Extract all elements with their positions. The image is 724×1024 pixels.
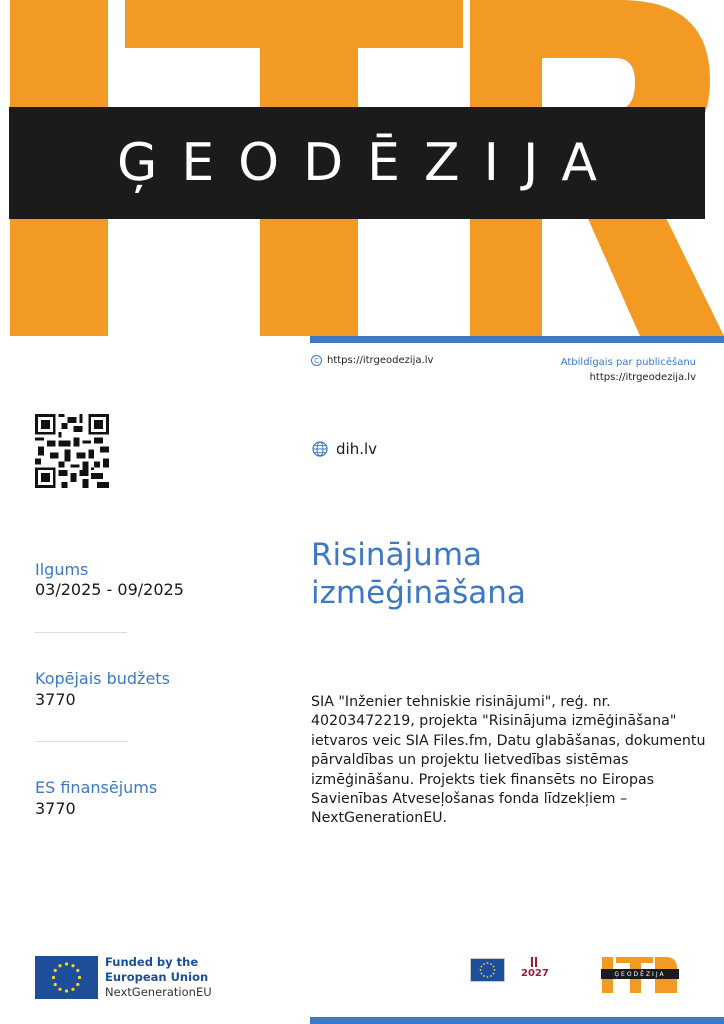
duration-value: 03/2025 - 09/2025 [35,580,184,599]
copyright-row [311,355,433,366]
globe-icon [312,441,328,457]
website-link[interactable]: dih.lv [336,440,378,458]
duration-label: Ilgums [35,560,89,579]
project-title: Risinājuma izmēģināšana [311,537,526,611]
top-accent-rule [310,336,724,343]
latvia-year: 2027 [521,968,549,979]
eu-funding-value: 3770 [35,799,76,818]
eu-flag [35,956,98,999]
publisher-label: Atbildīgais par publicēšanu [560,357,696,368]
publisher-block [561,355,696,385]
itr-logo [601,957,679,993]
publisher-url[interactable]: https://itrgeodezija.lv [589,372,696,383]
itr-logo-word: ĢEODĒZIJA [614,970,666,978]
qr-code [35,414,109,488]
small-eu-flag [470,958,505,982]
eu-line-3: NextGenerationEU [105,985,212,999]
eu-line-2: European Union [105,970,209,984]
bottom-accent-rule [310,1017,724,1024]
copyright-icon: C [311,355,322,366]
divider [35,632,127,633]
copyright-url[interactable]: https://itrgeodezija.lv [327,355,434,366]
divider [35,741,127,742]
banner-word: ĢEODĒZIJA [117,133,621,193]
budget-label: Kopējais budžets [35,669,170,688]
eu-funding-logo-text [105,955,212,1000]
eu-line-1: Funded by the [105,955,199,969]
latvia-emblem-icon [521,956,547,968]
budget-value: 3770 [35,690,76,709]
website-row [312,440,377,458]
eu-funding-label: ES finansējums [35,778,158,797]
project-description: SIA "Inženier tehniskie risinājumi", reģ. nr. 40203472219, projekta "Risinājuma izmēģināšana" ietvaros veic SIA Files.fm, Datu glabāšanas, dokumentu pārvaldības un projektu lietvedības sistēmas izmēģināšanu. Projekts tiek finansēts no Eiropas Savienības Atveseļošanas fonda līdzekļiem – NextGenerationEU. [311,694,706,827]
header-banner [0,0,724,336]
